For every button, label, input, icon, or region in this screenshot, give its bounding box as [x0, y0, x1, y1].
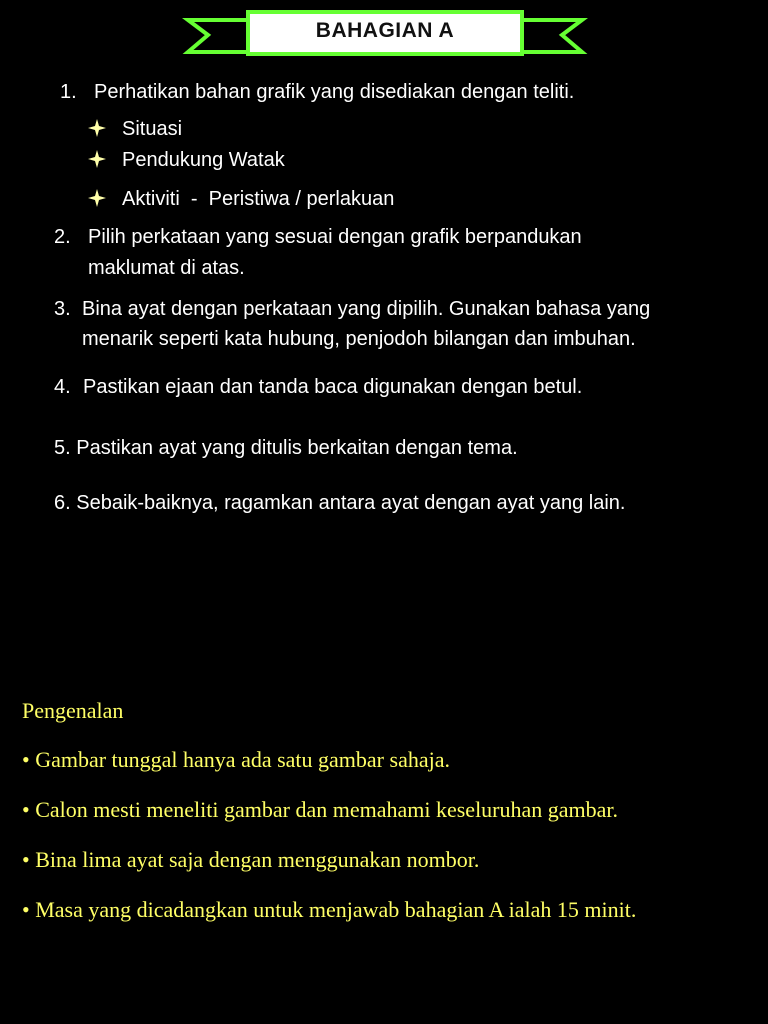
- sub-item-aktiviti: [88, 187, 394, 211]
- instruction-2-continued: maklumat di atas.: [88, 257, 245, 279]
- instruction-6: 6. Sebaik-baiknya, ragamkan antara ayat dengan ayat yang lain.: [54, 492, 626, 514]
- instruction-number: 2.: [54, 226, 71, 248]
- sub-item-label: Aktiviti - Peristiwa / perlakuan: [122, 188, 395, 210]
- instruction-3-continued: menarik seperti kata hubung, penjodoh bilangan dan imbuhan.: [82, 328, 636, 350]
- instruction-5: 5. Pastikan ayat yang ditulis berkaitan dengan tema.: [54, 437, 518, 459]
- sub-item-label: Situasi: [122, 118, 183, 140]
- pengenalan-heading: Pengenalan: [22, 698, 124, 723]
- instruction-1: [60, 80, 574, 104]
- instruction-2: [54, 225, 582, 249]
- sub-item-situasi: [88, 117, 182, 141]
- instruction-3: [54, 297, 650, 321]
- diamond-bullet-icon: [88, 150, 106, 168]
- instruction-number: 1.: [60, 81, 77, 103]
- instruction-text: Pastikan ejaan dan tanda baca digunakan dengan betul.: [83, 376, 583, 398]
- instruction-4: [54, 375, 582, 399]
- instruction-text: Perhatikan bahan grafik yang disediakan dengan teliti.: [94, 81, 575, 103]
- diamond-bullet-icon: [88, 189, 106, 207]
- instruction-number: 3.: [54, 298, 71, 320]
- pengenalan-point-1: • Gambar tunggal hanya ada satu gambar sahaja.: [22, 747, 450, 772]
- section-banner: [180, 8, 590, 60]
- instruction-text: Pilih perkataan yang sesuai dengan grafik berpandukan: [88, 226, 582, 248]
- banner-title: BAHAGIAN A: [315, 19, 455, 42]
- instruction-text: Bina ayat dengan perkataan yang dipilih. Gunakan bahasa yang: [82, 298, 651, 320]
- sub-item-label: Pendukung Watak: [122, 149, 285, 171]
- pengenalan-point-3: • Bina lima ayat saja dengan menggunakan nombor.: [22, 847, 480, 872]
- pengenalan-point-2: • Calon mesti meneliti gambar dan memahami keseluruhan gambar.: [22, 797, 619, 822]
- pengenalan-point-4: • Masa yang dicadangkan untuk menjawab bahagian A ialah 15 minit.: [22, 897, 637, 922]
- sub-item-pendukung-watak: [88, 148, 285, 172]
- instruction-number: 4.: [54, 376, 71, 398]
- diamond-bullet-icon: [88, 119, 106, 137]
